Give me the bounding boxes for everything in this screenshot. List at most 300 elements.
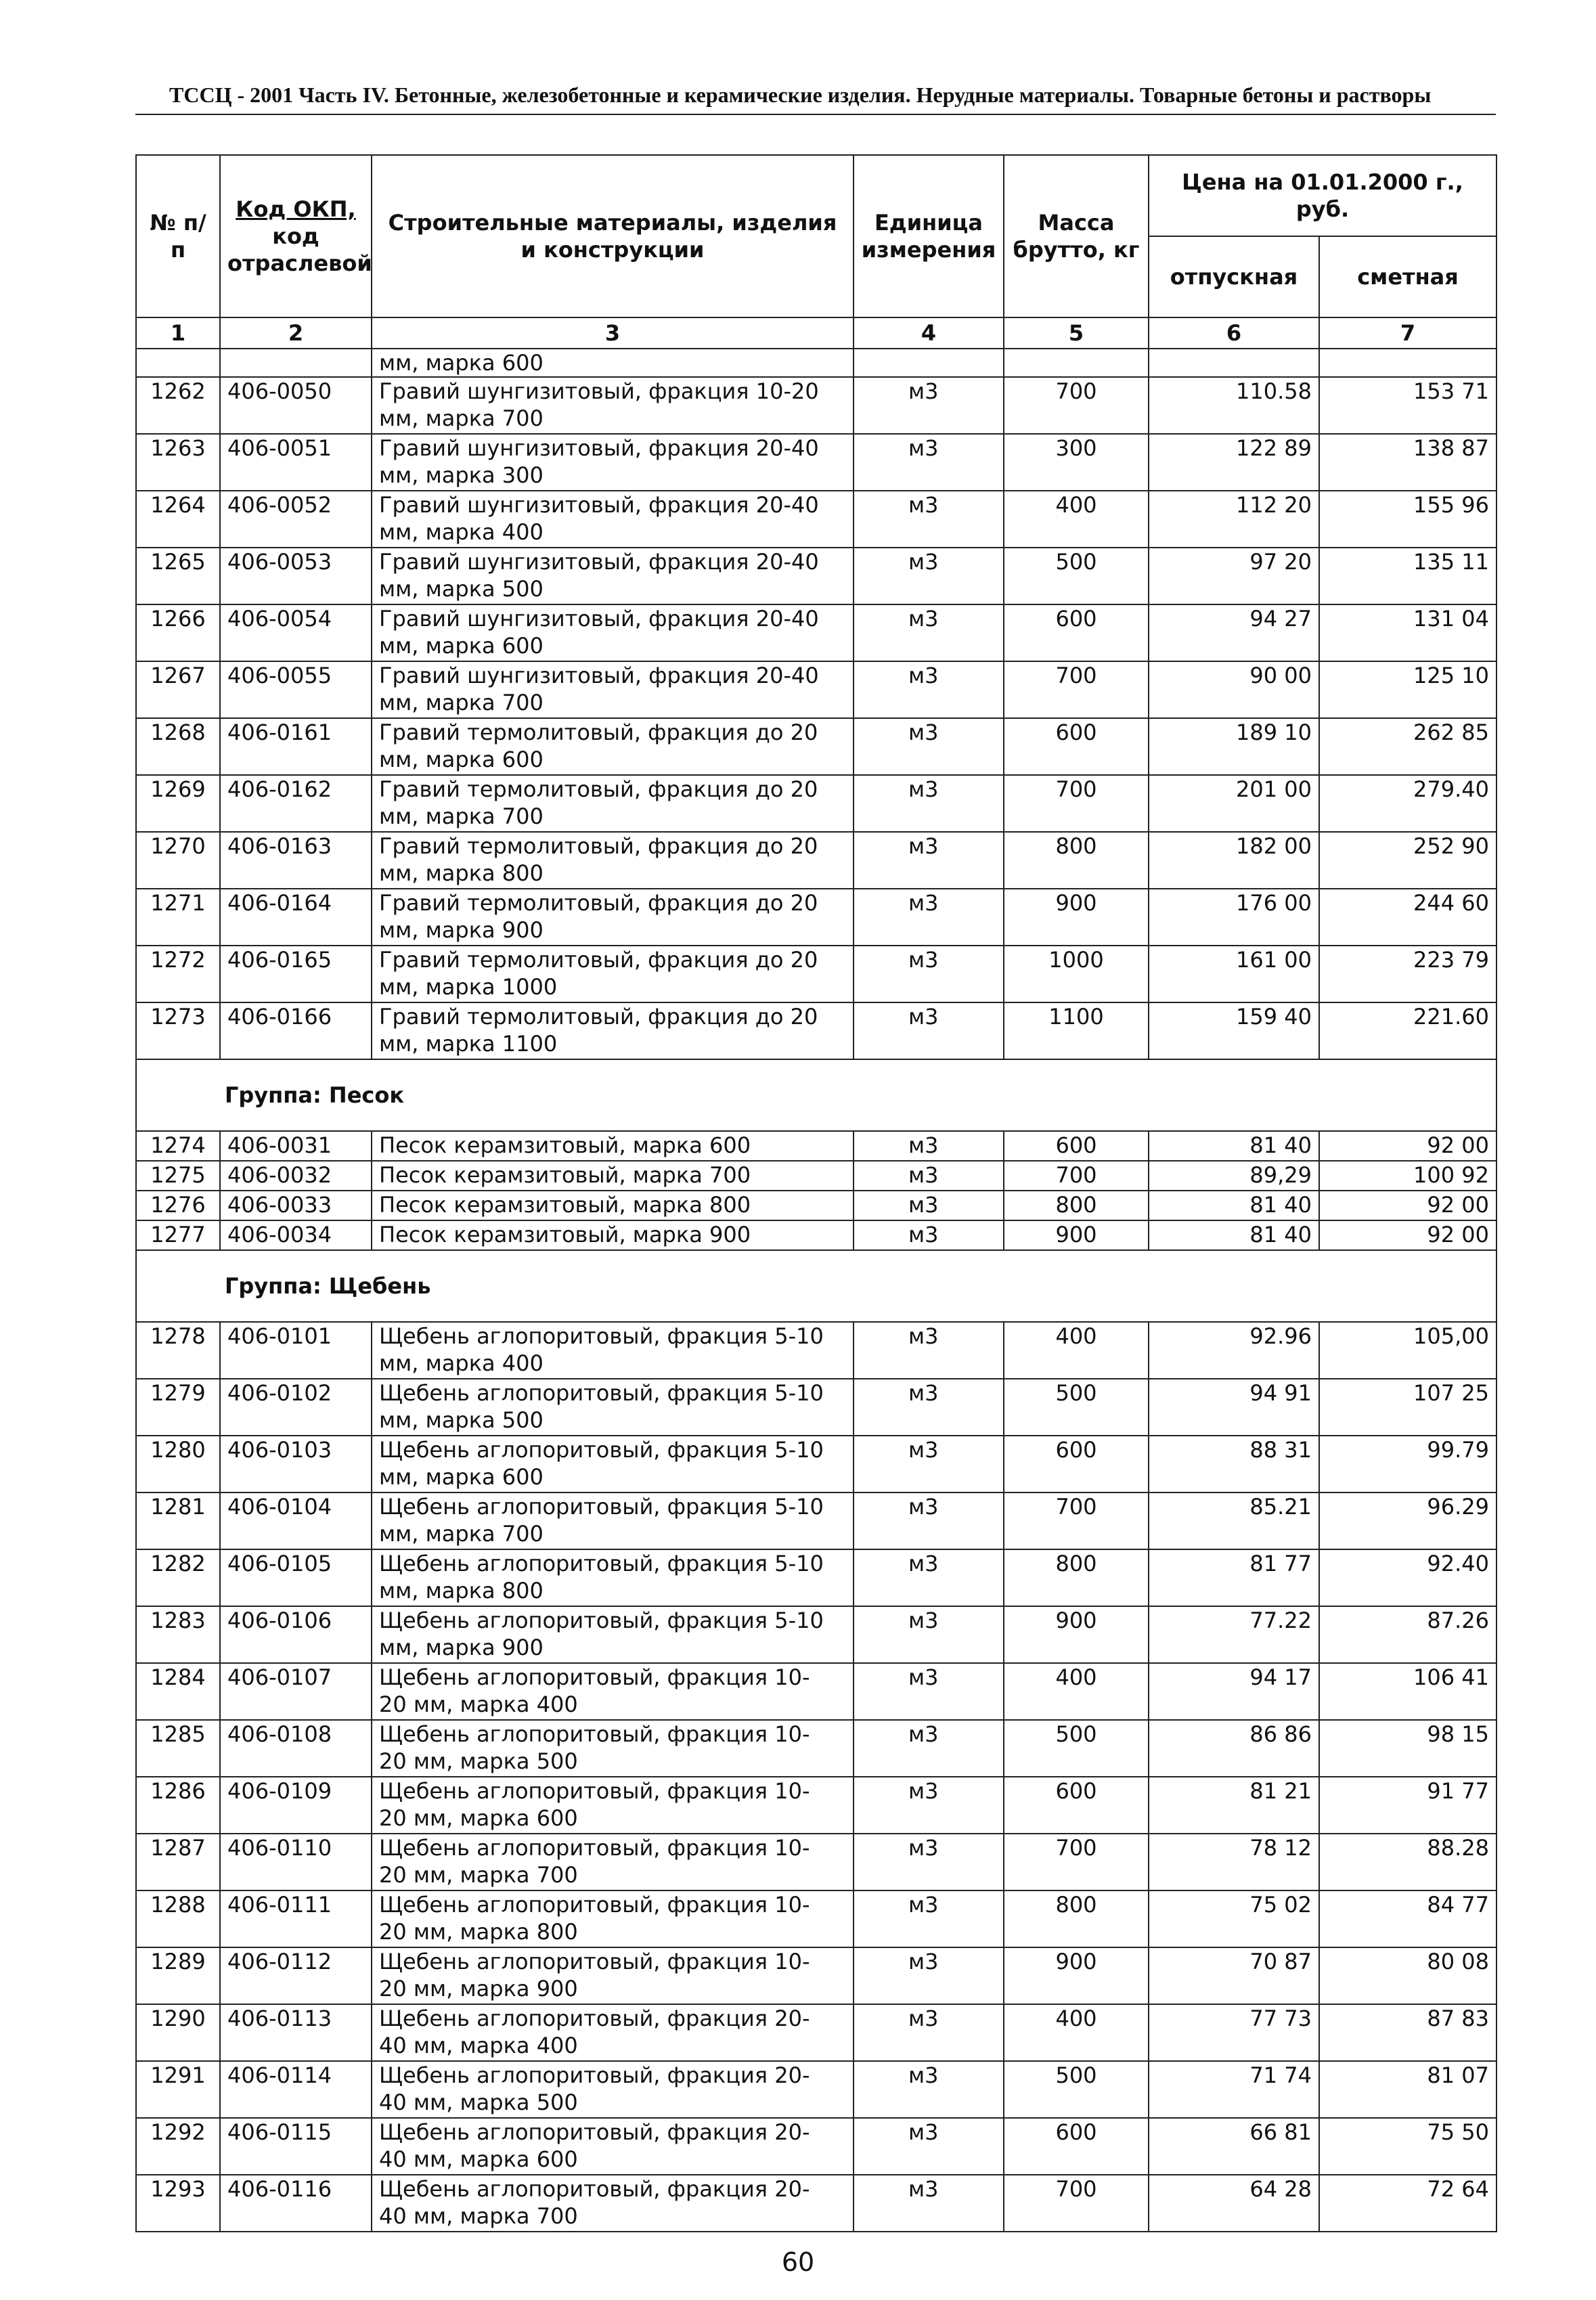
table-row — [136, 889, 1497, 946]
row-name-line1: Гравий шунгизитовый, фракция 20-40 — [379, 549, 819, 575]
table-row — [136, 1663, 1497, 1720]
row-price-release: 71 74 — [1149, 2061, 1319, 2118]
row-unit: м3 — [854, 1777, 1004, 1834]
row-price-estimate: 153 71 — [1319, 377, 1497, 434]
table-row — [136, 1720, 1497, 1777]
table-row — [136, 1492, 1497, 1549]
row-code: 406-0163 — [220, 832, 372, 889]
row-number: 1270 — [136, 832, 220, 889]
header-num: № п/п — [136, 155, 220, 317]
row-code: 406-0055 — [220, 661, 372, 718]
row-code: 406-0034 — [220, 1220, 372, 1250]
row-price-release: 81 40 — [1149, 1131, 1319, 1161]
row-code: 406-0033 — [220, 1191, 372, 1220]
row-name — [372, 2004, 854, 2061]
page-number: 60 — [781, 2247, 815, 2277]
row-name — [372, 946, 854, 1002]
table-row — [136, 491, 1497, 548]
row-price-estimate: 244 60 — [1319, 889, 1497, 946]
row-name-line2: мм, марка 700 — [379, 690, 544, 715]
row-unit: м3 — [854, 2175, 1004, 2232]
row-mass: 700 — [1004, 1161, 1149, 1191]
row-price-release: 81 40 — [1149, 1191, 1319, 1220]
row-name — [372, 1549, 854, 1606]
row-price-release: 81 77 — [1149, 1549, 1319, 1606]
row-price-release: 66 81 — [1149, 2118, 1319, 2175]
row-name-line1: Песок керамзитовый, марка 700 — [379, 1162, 751, 1188]
row-number: 1263 — [136, 434, 220, 491]
column-number: 1 — [136, 317, 220, 349]
header-code — [220, 155, 372, 317]
row-mass: 800 — [1004, 1890, 1149, 1947]
row-mass: 700 — [1004, 1834, 1149, 1890]
row-code: 406-0031 — [220, 1131, 372, 1161]
row-code: 406-0101 — [220, 1322, 372, 1379]
row-number: 1279 — [136, 1379, 220, 1436]
row-code: 406-0052 — [220, 491, 372, 548]
row-unit: м3 — [854, 1191, 1004, 1220]
row-number: 1275 — [136, 1161, 220, 1191]
row-name — [372, 548, 854, 604]
row-mass: 800 — [1004, 1549, 1149, 1606]
row-price-release: 94 17 — [1149, 1663, 1319, 1720]
row-name-line2: 20 мм, марка 600 — [379, 1805, 578, 1831]
row-code: 406-0053 — [220, 548, 372, 604]
column-number: 3 — [372, 317, 854, 349]
empty-cell — [1319, 349, 1497, 377]
row-mass: 500 — [1004, 548, 1149, 604]
row-price-estimate: 87 83 — [1319, 2004, 1497, 2061]
row-code: 406-0032 — [220, 1161, 372, 1191]
row-price-release: 94 27 — [1149, 604, 1319, 661]
table-row — [136, 1834, 1497, 1890]
row-price-estimate: 155 96 — [1319, 491, 1497, 548]
table-row — [136, 2175, 1497, 2232]
table-row — [136, 548, 1497, 604]
row-mass: 700 — [1004, 775, 1149, 832]
row-unit: м3 — [854, 434, 1004, 491]
column-number: 7 — [1319, 317, 1497, 349]
row-name-line1: Щебень аглопоритовый, фракция 20- — [379, 2119, 810, 2145]
empty-cell — [136, 349, 220, 377]
row-name — [372, 1947, 854, 2004]
row-name-line2: мм, марка 800 — [379, 860, 544, 886]
table-row — [136, 377, 1497, 434]
row-price-estimate: 81 07 — [1319, 2061, 1497, 2118]
row-code: 406-0114 — [220, 2061, 372, 2118]
row-name — [372, 1720, 854, 1777]
row-name — [372, 1002, 854, 1059]
row-price-estimate: 72 64 — [1319, 2175, 1497, 2232]
row-mass: 1100 — [1004, 1002, 1149, 1059]
row-name-line2: мм, марка 500 — [379, 576, 544, 602]
row-price-estimate: 138 87 — [1319, 434, 1497, 491]
row-name — [372, 1777, 854, 1834]
row-mass: 600 — [1004, 2118, 1149, 2175]
row-number: 1288 — [136, 1890, 220, 1947]
table-row — [136, 775, 1497, 832]
row-unit: м3 — [854, 1379, 1004, 1436]
row-name-line2: мм, марка 1100 — [379, 1031, 558, 1057]
row-mass: 600 — [1004, 1131, 1149, 1161]
row-name-line1: Щебень аглопоритовый, фракция 20- — [379, 2006, 810, 2031]
row-unit: м3 — [854, 2061, 1004, 2118]
row-code: 406-0106 — [220, 1606, 372, 1663]
row-name-line2: мм, марка 600 — [379, 1464, 544, 1490]
header-price-estimate: сметная — [1319, 236, 1497, 317]
row-name-line2: мм, марка 500 — [379, 1407, 544, 1433]
row-unit: м3 — [854, 832, 1004, 889]
row-name-line1: Гравий термолитовый, фракция до 20 — [379, 890, 818, 916]
row-code: 406-0115 — [220, 2118, 372, 2175]
row-mass: 700 — [1004, 1492, 1149, 1549]
row-name-line1: Гравий шунгизитовый, фракция 20-40 — [379, 663, 819, 688]
row-name-line1: Гравий шунгизитовый, фракция 20-40 — [379, 435, 819, 461]
row-price-release: 176 00 — [1149, 889, 1319, 946]
row-name — [372, 2175, 854, 2232]
row-unit: м3 — [854, 1131, 1004, 1161]
row-name-line1: Щебень аглопоритовый, фракция 10- — [379, 1892, 810, 1918]
row-price-estimate: 125 10 — [1319, 661, 1497, 718]
table-row — [136, 2118, 1497, 2175]
group-header-sand-title: Группа: Песок — [136, 1059, 1497, 1131]
row-price-release: 70 87 — [1149, 1947, 1319, 2004]
row-mass: 700 — [1004, 2175, 1149, 2232]
row-code: 406-0105 — [220, 1549, 372, 1606]
column-number: 4 — [854, 317, 1004, 349]
row-unit: м3 — [854, 1720, 1004, 1777]
row-number: 1280 — [136, 1436, 220, 1492]
row-unit: м3 — [854, 775, 1004, 832]
empty-cell — [854, 349, 1004, 377]
row-price-release: 94 91 — [1149, 1379, 1319, 1436]
row-price-estimate: 99.79 — [1319, 1436, 1497, 1492]
row-name-line1: Песок керамзитовый, марка 900 — [379, 1222, 751, 1247]
row-code: 406-0051 — [220, 434, 372, 491]
row-name-line2: мм, марка 400 — [379, 1350, 544, 1376]
row-name-line2: мм, марка 900 — [379, 1635, 544, 1660]
row-number: 1278 — [136, 1322, 220, 1379]
row-number: 1272 — [136, 946, 220, 1002]
row-number: 1276 — [136, 1191, 220, 1220]
row-name-line2: мм, марка 700 — [379, 803, 544, 829]
header-code-bottom: код отраслевой — [227, 223, 372, 276]
row-price-estimate: 106 41 — [1319, 1663, 1497, 1720]
row-price-estimate: 221.60 — [1319, 1002, 1497, 1059]
row-mass: 700 — [1004, 377, 1149, 434]
row-price-estimate: 105,00 — [1319, 1322, 1497, 1379]
table-row — [136, 718, 1497, 775]
row-price-release: 182 00 — [1149, 832, 1319, 889]
row-unit: м3 — [854, 1606, 1004, 1663]
row-price-estimate: 91 77 — [1319, 1777, 1497, 1834]
row-name — [372, 604, 854, 661]
row-name-line2: мм, марка 300 — [379, 462, 544, 488]
table-row — [136, 1191, 1497, 1220]
row-name — [372, 1436, 854, 1492]
row-code: 406-0116 — [220, 2175, 372, 2232]
row-unit: м3 — [854, 718, 1004, 775]
row-mass: 900 — [1004, 1947, 1149, 2004]
row-name-line1: Гравий термолитовый, фракция до 20 — [379, 776, 818, 802]
row-code: 406-0054 — [220, 604, 372, 661]
table-row — [136, 2004, 1497, 2061]
row-price-release: 112 20 — [1149, 491, 1319, 548]
row-unit: м3 — [854, 1002, 1004, 1059]
row-name-line1: Гравий шунгизитовый, фракция 20-40 — [379, 606, 819, 632]
row-number: 1268 — [136, 718, 220, 775]
row-price-release: 90 00 — [1149, 661, 1319, 718]
table-row — [136, 1220, 1497, 1250]
row-unit: м3 — [854, 889, 1004, 946]
row-code: 406-0104 — [220, 1492, 372, 1549]
column-number: 6 — [1149, 317, 1319, 349]
row-name — [372, 1834, 854, 1890]
row-name-line2: 20 мм, марка 500 — [379, 1748, 578, 1774]
row-code: 406-0102 — [220, 1379, 372, 1436]
row-number: 1264 — [136, 491, 220, 548]
table-row — [136, 604, 1497, 661]
row-unit: м3 — [854, 548, 1004, 604]
row-name-line2: мм, марка 700 — [379, 405, 544, 431]
row-unit: м3 — [854, 1220, 1004, 1250]
row-mass: 600 — [1004, 604, 1149, 661]
table-row — [136, 1777, 1497, 1834]
row-code: 406-0162 — [220, 775, 372, 832]
row-name — [372, 1220, 854, 1250]
table-row — [136, 434, 1497, 491]
row-price-release: 159 40 — [1149, 1002, 1319, 1059]
row-price-estimate: 80 08 — [1319, 1947, 1497, 2004]
row-price-estimate: 135 11 — [1319, 548, 1497, 604]
row-price-estimate: 98 15 — [1319, 1720, 1497, 1777]
row-mass: 300 — [1004, 434, 1149, 491]
row-unit: м3 — [854, 604, 1004, 661]
row-name-line2: 20 мм, марка 700 — [379, 1862, 578, 1888]
table-row — [136, 1606, 1497, 1663]
row-price-release: 88 31 — [1149, 1436, 1319, 1492]
row-name-line1: Щебень аглопоритовый, фракция 5-10 — [379, 1494, 824, 1520]
row-price-release: 86 86 — [1149, 1720, 1319, 1777]
table-row — [136, 832, 1497, 889]
header-name: Строительные материалы, изделия и конструкции — [372, 155, 854, 317]
row-name — [372, 1890, 854, 1947]
row-unit: м3 — [854, 1322, 1004, 1379]
table-row — [136, 1131, 1497, 1161]
row-name-line2: 40 мм, марка 400 — [379, 2033, 578, 2058]
row-unit: м3 — [854, 661, 1004, 718]
row-price-estimate: 131 04 — [1319, 604, 1497, 661]
row-price-release: 89,29 — [1149, 1161, 1319, 1191]
row-name — [372, 718, 854, 775]
header-price-release: отпускная — [1149, 236, 1319, 317]
row-unit: м3 — [854, 1663, 1004, 1720]
row-number: 1287 — [136, 1834, 220, 1890]
row-mass: 800 — [1004, 832, 1149, 889]
row-code: 406-0113 — [220, 2004, 372, 2061]
row-price-release: 77 73 — [1149, 2004, 1319, 2061]
row-number: 1274 — [136, 1131, 220, 1161]
row-price-estimate: 75 50 — [1319, 2118, 1497, 2175]
row-code: 406-0161 — [220, 718, 372, 775]
row-price-release: 92.96 — [1149, 1322, 1319, 1379]
row-mass: 800 — [1004, 1191, 1149, 1220]
row-name-line1: Щебень аглопоритовый, фракция 10- — [379, 1835, 810, 1861]
row-price-release: 189 10 — [1149, 718, 1319, 775]
row-mass: 500 — [1004, 1720, 1149, 1777]
table-row — [136, 1890, 1497, 1947]
header-price: Цена на 01.01.2000 г., руб. — [1149, 155, 1497, 236]
row-price-estimate: 96.29 — [1319, 1492, 1497, 1549]
row-unit: м3 — [854, 1549, 1004, 1606]
row-name-line1: Щебень аглопоритовый, фракция 20- — [379, 2062, 810, 2088]
row-unit: м3 — [854, 1161, 1004, 1191]
row-name — [372, 377, 854, 434]
row-number: 1262 — [136, 377, 220, 434]
row-number: 1292 — [136, 2118, 220, 2175]
row-code: 406-0109 — [220, 1777, 372, 1834]
row-code: 406-0112 — [220, 1947, 372, 2004]
row-code: 406-0107 — [220, 1663, 372, 1720]
row-mass: 400 — [1004, 491, 1149, 548]
table-body — [136, 317, 1497, 2232]
row-code: 406-0108 — [220, 1720, 372, 1777]
row-price-estimate: 92 00 — [1319, 1220, 1497, 1250]
row-name-line1: Песок керамзитовый, марка 600 — [379, 1132, 751, 1158]
row-code: 406-0165 — [220, 946, 372, 1002]
row-name — [372, 661, 854, 718]
table-row — [136, 1002, 1497, 1059]
row-unit: м3 — [854, 946, 1004, 1002]
row-price-estimate: 84 77 — [1319, 1890, 1497, 1947]
row-code: 406-0103 — [220, 1436, 372, 1492]
row-unit: м3 — [854, 2118, 1004, 2175]
row-name — [372, 889, 854, 946]
row-code: 406-0164 — [220, 889, 372, 946]
row-number: 1267 — [136, 661, 220, 718]
group-header-gravel — [136, 1250, 1497, 1322]
row-code: 406-0050 — [220, 377, 372, 434]
row-price-release: 77.22 — [1149, 1606, 1319, 1663]
row-name-line2: 40 мм, марка 500 — [379, 2089, 578, 2115]
row-price-release: 97 20 — [1149, 548, 1319, 604]
header-code-top: Код ОКП, — [236, 196, 356, 222]
row-price-release: 78 12 — [1149, 1834, 1319, 1890]
row-mass: 400 — [1004, 1663, 1149, 1720]
row-name-line2: мм, марка 800 — [379, 1578, 544, 1604]
row-number: 1281 — [136, 1492, 220, 1549]
row-mass: 500 — [1004, 1379, 1149, 1436]
row-name-line2: мм, марка 400 — [379, 519, 544, 545]
row-name-line1: Щебень аглопоритовый, фракция 5-10 — [379, 1437, 824, 1463]
table-row — [136, 661, 1497, 718]
row-name-line2: 20 мм, марка 900 — [379, 1976, 578, 2002]
row-name-line2: 40 мм, марка 700 — [379, 2203, 578, 2229]
row-number: 1265 — [136, 548, 220, 604]
row-price-estimate: 92 00 — [1319, 1191, 1497, 1220]
row-number: 1282 — [136, 1549, 220, 1606]
row-unit: м3 — [854, 2004, 1004, 2061]
row-name — [372, 1322, 854, 1379]
row-price-release: 64 28 — [1149, 2175, 1319, 2232]
row-price-estimate: 252 90 — [1319, 832, 1497, 889]
table-row — [136, 1379, 1497, 1436]
continuation-row — [136, 349, 1497, 377]
column-number-row — [136, 317, 1497, 349]
row-name-line2: мм, марка 600 — [379, 633, 544, 659]
row-price-release: 161 00 — [1149, 946, 1319, 1002]
row-price-release: 75 02 — [1149, 1890, 1319, 1947]
row-name-line1: Щебень аглопоритовый, фракция 5-10 — [379, 1608, 824, 1633]
row-unit: м3 — [854, 1436, 1004, 1492]
row-name-line2: мм, марка 900 — [379, 917, 544, 943]
row-code: 406-0111 — [220, 1890, 372, 1947]
continuation-text: мм, марка 600 — [372, 349, 854, 377]
row-unit: м3 — [854, 1890, 1004, 1947]
header-rule — [135, 114, 1496, 115]
row-price-release: 85.21 — [1149, 1492, 1319, 1549]
row-price-estimate: 107 25 — [1319, 1379, 1497, 1436]
row-number: 1266 — [136, 604, 220, 661]
table-row — [136, 1161, 1497, 1191]
row-name-line1: Щебень аглопоритовый, фракция 5-10 — [379, 1380, 824, 1406]
row-price-release: 110.58 — [1149, 377, 1319, 434]
row-name — [372, 775, 854, 832]
row-number: 1289 — [136, 1947, 220, 2004]
row-price-release: 81 40 — [1149, 1220, 1319, 1250]
row-name-line1: Гравий шунгизитовый, фракция 20-40 — [379, 492, 819, 518]
column-number: 5 — [1004, 317, 1149, 349]
row-name-line1: Гравий термолитовый, фракция до 20 — [379, 1004, 818, 1030]
row-name-line2: 40 мм, марка 600 — [379, 2146, 578, 2172]
row-name — [372, 1379, 854, 1436]
empty-cell — [220, 349, 372, 377]
row-number: 1291 — [136, 2061, 220, 2118]
row-mass: 1000 — [1004, 946, 1149, 1002]
row-name — [372, 2061, 854, 2118]
row-name-line1: Щебень аглопоритовый, фракция 10- — [379, 1778, 810, 1804]
row-price-release: 122 89 — [1149, 434, 1319, 491]
row-number: 1271 — [136, 889, 220, 946]
row-name-line1: Гравий термолитовый, фракция до 20 — [379, 947, 818, 973]
table-row — [136, 1549, 1497, 1606]
row-number: 1290 — [136, 2004, 220, 2061]
row-mass: 400 — [1004, 1322, 1149, 1379]
row-price-estimate: 223 79 — [1319, 946, 1497, 1002]
row-unit: м3 — [854, 377, 1004, 434]
row-price-estimate: 92.40 — [1319, 1549, 1497, 1606]
row-price-estimate: 87.26 — [1319, 1606, 1497, 1663]
row-mass: 900 — [1004, 1220, 1149, 1250]
row-price-estimate: 100 92 — [1319, 1161, 1497, 1191]
row-price-estimate: 279.40 — [1319, 775, 1497, 832]
row-mass: 900 — [1004, 889, 1149, 946]
row-code: 406-0166 — [220, 1002, 372, 1059]
row-mass: 900 — [1004, 1606, 1149, 1663]
empty-cell — [1004, 349, 1149, 377]
row-unit: м3 — [854, 1492, 1004, 1549]
row-name — [372, 1161, 854, 1191]
row-price-estimate: 262 85 — [1319, 718, 1497, 775]
running-head: ТССЦ - 2001 Часть IV. Бетонные, железобетонные и керамические изделия. Нерудные материалы. Товарные бетоны и растворы — [169, 83, 1432, 107]
table-row — [136, 1947, 1497, 2004]
row-name — [372, 1131, 854, 1161]
row-number: 1285 — [136, 1720, 220, 1777]
row-unit: м3 — [854, 491, 1004, 548]
row-mass: 600 — [1004, 1436, 1149, 1492]
row-name-line2: 20 мм, марка 400 — [379, 1691, 578, 1717]
header-unit: Единица измерения — [854, 155, 1004, 317]
